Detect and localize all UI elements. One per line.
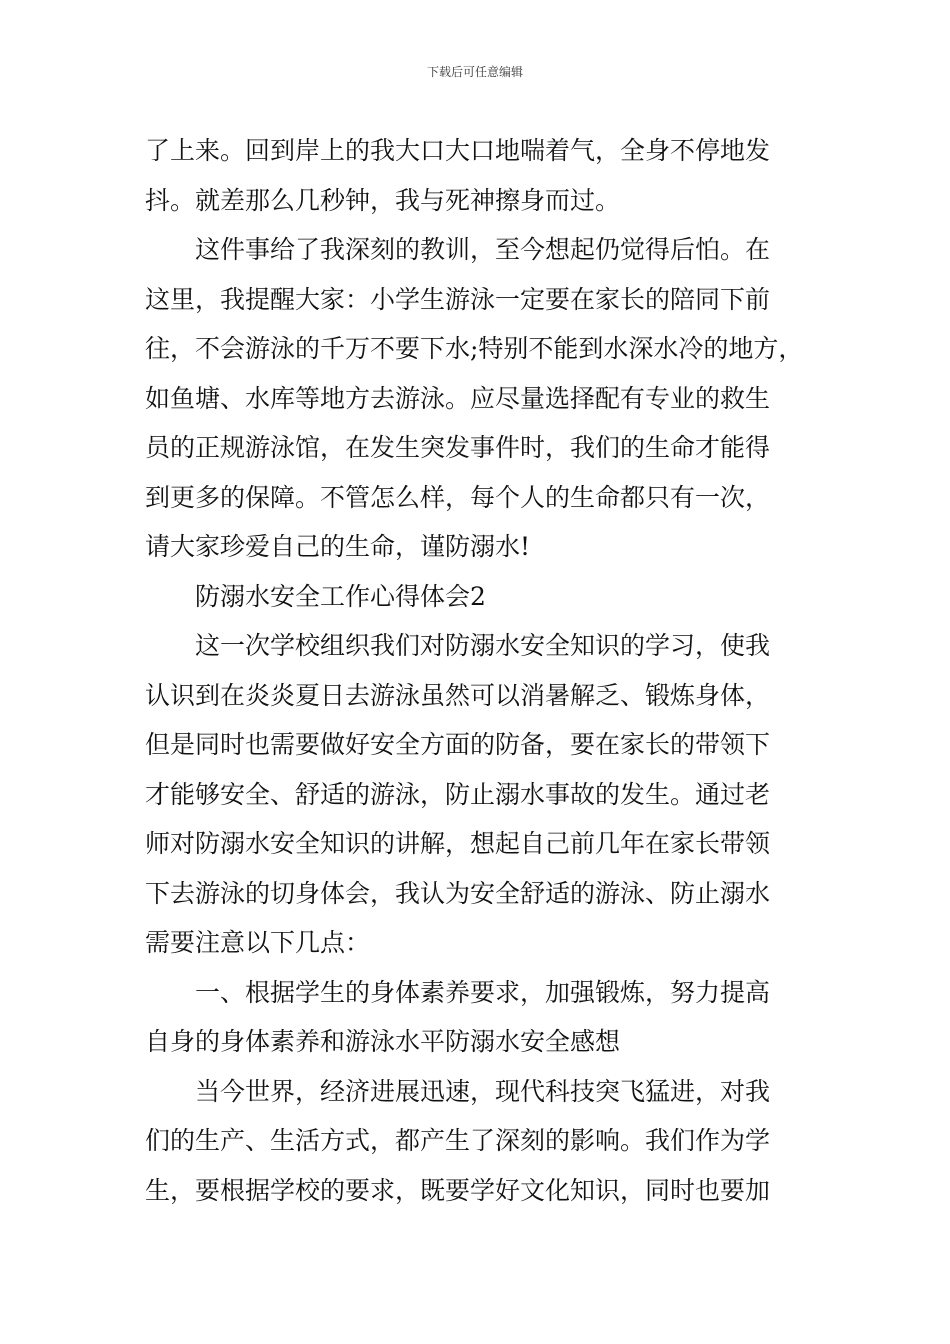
text-line: 请大家珍爱自己的生命，谨防溺水! — [145, 532, 531, 561]
text-line: 这件事给了我深刻的教训，至今想起仍觉得后怕。在 — [195, 235, 771, 264]
text-line: 这里，我提醒大家：小学生游泳一定要在家长的陪同下前 — [145, 284, 771, 314]
text-line: 师对防溺水安全知识的讲解，想起自己前几年在家长带领 — [145, 829, 771, 858]
text-line: 防溺水安全工作心得体会2 — [195, 581, 486, 611]
text-line: 自身的身体素养和游泳水平防溺水安全感想 — [145, 1027, 621, 1056]
text-line: 需要注意以下几点： — [145, 928, 371, 957]
text-line: 才能够安全、舒适的游泳，防止溺水事故的发生。通过老 — [145, 779, 771, 809]
text-line: 认识到在炎炎夏日去游泳虽然可以消暑解乏、锻炼身体， — [145, 680, 771, 710]
text-line: 如鱼塘、水库等地方去游泳。应尽量选择配有专业的救生 — [145, 383, 771, 413]
text-line: 一、根据学生的身体素养要求，加强锻炼，努力提高 — [195, 977, 771, 1007]
text-line: 这一次学校组织我们对防溺水安全知识的学习，使我 — [195, 631, 771, 660]
text-line: 但是同时也需要做好安全方面的防备，要在家长的带领下 — [145, 730, 771, 759]
page-header-note: 下载后可任意编辑 — [426, 65, 523, 79]
text-line: 员的正规游泳馆，在发生突发事件时，我们的生命才能得 — [145, 433, 771, 462]
text-line: 往，不会游泳的千万不要下水;特别不能到水深水冷的地方， — [145, 334, 804, 363]
text-line: 到更多的保障。不管怎么样，每个人的生命都只有一次， — [145, 482, 771, 512]
text-line: 生，要根据学校的要求，既要学好文化知识，同时也要加 — [145, 1175, 771, 1205]
document-body — [145, 126, 825, 1215]
text-line: 了上来。回到岸上的我大口大口地喘着气，全身不停地发 — [145, 136, 771, 165]
text-line: 下去游泳的切身体会，我认为安全舒适的游泳、防止溺水 — [145, 878, 771, 908]
text-line: 当今世界，经济进展迅速，现代科技突飞猛进，对我 — [195, 1076, 771, 1106]
text-line: 抖。就差那么几秒钟，我与死神擦身而过。 — [145, 185, 621, 215]
text-line: 们的生产、生活方式，都产生了深刻的影响。我们作为学 — [145, 1126, 771, 1155]
